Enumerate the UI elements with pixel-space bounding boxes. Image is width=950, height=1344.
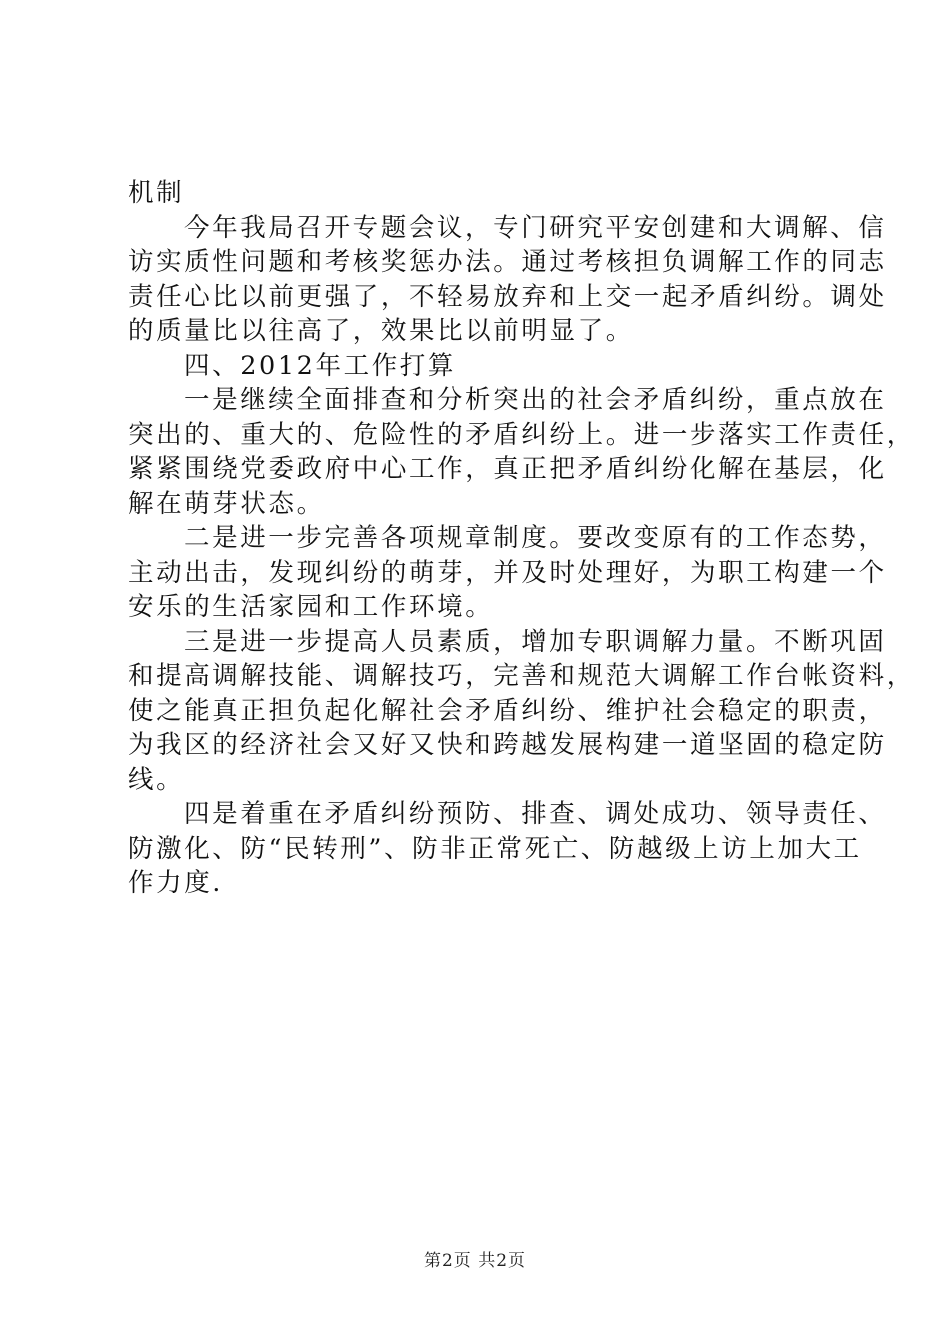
text-line: 作力度. [128, 868, 224, 898]
text-line: 安乐的生活家园和工作环境。 [128, 592, 494, 622]
text-line: 突出的、重大的、危险性的矛盾纠纷上。进一步落实工作责任， [128, 419, 915, 450]
paragraph-first-line: 三是进一步提高人员素质，增加专职调解力量。不断巩固 [184, 626, 887, 657]
document-body [128, 176, 915, 901]
text-line: 紧紧围绕党委政府中心工作，真正把矛盾纠纷化解在基层，化 [128, 454, 887, 484]
text-line: 责任心比以前更强了，不轻易放弃和上交一起矛盾纠纷。调处 [128, 281, 887, 312]
paragraph-first-line: 今年我局召开专题会议，专门研究平安创建和大调解、信 [184, 212, 887, 243]
paragraph-first-line: 二是进一步完善各项规章制度。要改变原有的工作态势， [184, 523, 887, 553]
text-line: 线。 [128, 764, 185, 795]
section-heading: 四、2012年工作打算 [184, 350, 456, 381]
text-line: 的质量比以往高了，效果比以前明显了。 [128, 316, 634, 346]
text-line: 解在萌芽状态。 [128, 488, 325, 519]
text-line: 使之能真正担负起化解社会矛盾纠纷、维护社会稳定的职责， [128, 695, 887, 726]
text-line: 为我区的经济社会又好又快和跨越发展构建一道坚固的稳定防 [128, 730, 887, 760]
paragraph-first-line: 一是继续全面排查和分析突出的社会矛盾纠纷，重点放在 [184, 385, 887, 415]
text-line: 访实质性问题和考核奖惩办法。通过考核担负调解工作的同志 [128, 247, 887, 277]
page-number-footer: 第2页 共2页 [423, 1251, 527, 1271]
paragraph-first-line: 四是着重在矛盾纠纷预防、排查、调处成功、领导责任、 [184, 799, 887, 829]
text-line: 机制 [128, 178, 185, 208]
text-line: 主动出击，发现纠纷的萌芽，并及时处理好，为职工构建一个 [128, 557, 887, 588]
text-line: 和提高调解技能、调解技巧，完善和规范大调解工作台帐资料， [128, 661, 915, 691]
text-line: 防激化、防“民转刑”、防非正常死亡、防越级上访上加大工 [128, 833, 862, 864]
